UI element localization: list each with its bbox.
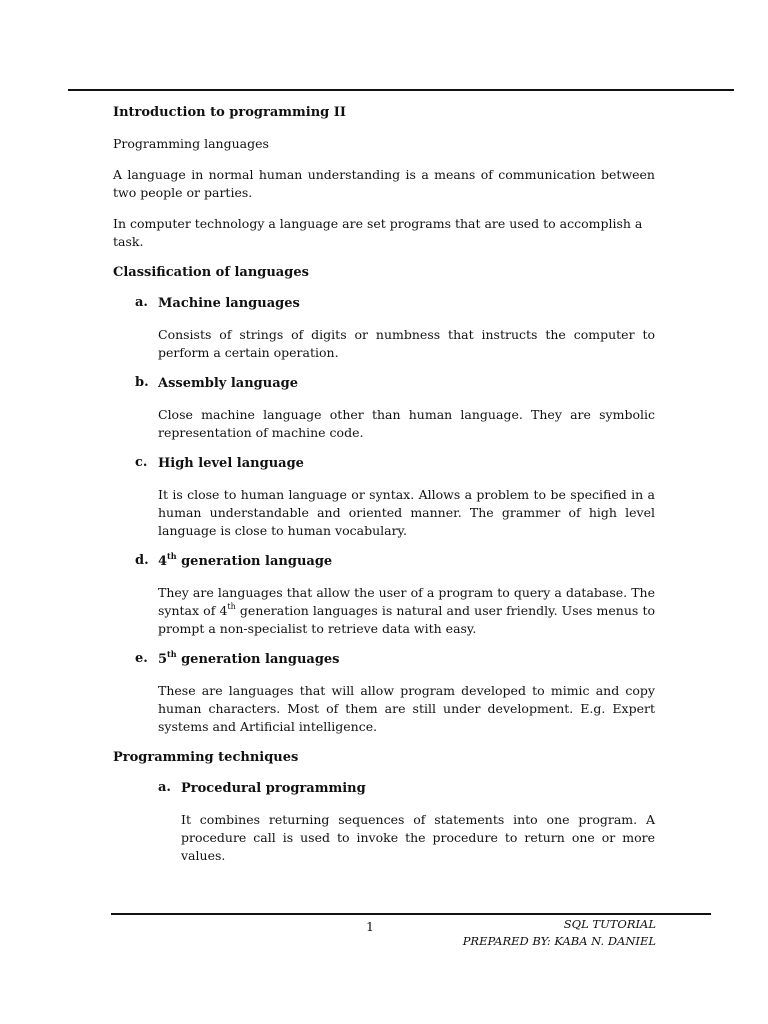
- techniques-item-a-heading: [158, 780, 655, 798]
- intro-paragraph-2: In computer technology a language are set programs that are used to accomplish a task.: [113, 216, 643, 249]
- document-body: [113, 104, 655, 865]
- item-title: 4th generation language: [158, 551, 333, 569]
- footer-credits: [463, 916, 656, 950]
- list-marker: a.: [135, 295, 148, 310]
- item-title: Assembly language: [158, 376, 298, 391]
- section-subtitle: Programming languages: [113, 136, 269, 151]
- footer-author: PREPARED BY: KABA N. DANIEL: [462, 934, 656, 948]
- classification-item-c-body: It is close to human language or syntax. Allows a problem to be specified in a human understandable and oriented manner. The grammer of high level language is close to human vocabulary.: [158, 487, 655, 538]
- techniques-heading: Programming techniques: [113, 750, 299, 765]
- page-number: 1: [366, 919, 374, 934]
- footer-rule: [111, 913, 711, 915]
- item-title: High level language: [158, 456, 304, 471]
- list-marker: b.: [135, 375, 149, 390]
- classification-item-b-heading: [135, 375, 655, 393]
- item-title: Procedural programming: [181, 781, 366, 796]
- classification-item-a-body: Consists of strings of digits or numbness that instructs the computer to perform a certain operation.: [158, 327, 655, 360]
- footer-title: SQL TUTORIAL: [563, 917, 656, 931]
- list-marker: e.: [135, 651, 148, 666]
- intro-paragraph-1: A language in normal human understanding is a means of communication between two people or parties.: [113, 167, 655, 200]
- classification-item-c-heading: [135, 455, 655, 473]
- classification-item-e-body: These are languages that will allow program developed to mimic and copy human characters. Most of them are still under development. E.g. Expert systems and Artificial intelligence.: [158, 683, 655, 734]
- document-title: Introduction to programming II: [113, 105, 346, 120]
- classification-item-a-heading: [135, 295, 655, 313]
- list-marker: d.: [135, 553, 149, 568]
- item-title: 5th generation languages: [158, 649, 340, 667]
- techniques-item-a-body: It combines returning sequences of statements into one program. A procedure call is used to invoke the procedure to return one or more values.: [181, 812, 655, 863]
- item-title: Machine languages: [158, 296, 300, 311]
- list-marker: a.: [158, 780, 171, 795]
- classification-item-d-body: They are languages that allow the user of a program to query a database. The syntax of 4th generation languages is natural and user friendly. Uses menus to prompt a non-specialist to retrieve data with easy.: [158, 585, 656, 636]
- header-rule: [68, 89, 734, 91]
- classification-item-b-body: Close machine language other than human language. They are symbolic representation of machine code.: [158, 407, 655, 440]
- list-marker: c.: [135, 455, 148, 470]
- classification-heading: Classification of languages: [113, 265, 309, 280]
- classification-item-d-heading: [135, 553, 655, 571]
- classification-item-e-heading: [135, 651, 655, 669]
